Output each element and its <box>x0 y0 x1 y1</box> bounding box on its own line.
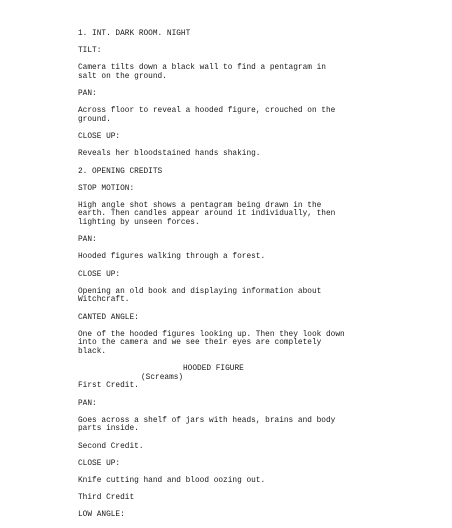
script-line: lighting by unseen forces. <box>78 219 200 228</box>
script-block-action <box>78 202 388 228</box>
script-block-shot <box>78 47 388 56</box>
script-block-action <box>78 107 388 124</box>
script-line: TILT: <box>78 47 102 56</box>
script-line: Reveals her bloodstained hands shaking. <box>78 150 261 159</box>
script-block-speaker <box>78 365 388 374</box>
script-line: black. <box>78 347 107 356</box>
script-line: Goes across a shelf of jars with heads, brains and body <box>78 416 336 425</box>
script-block-shot <box>78 185 388 194</box>
script-line: Opening an old book and displaying information about <box>78 287 322 296</box>
script-line: parts inside. <box>78 425 139 434</box>
script-line: PAN: <box>78 399 97 408</box>
script-block-scene <box>78 168 388 177</box>
script-block-shot <box>78 133 388 142</box>
script-line: PAN: <box>78 236 97 245</box>
script-block-action <box>78 253 388 262</box>
script-block-shot <box>78 236 388 245</box>
script-line: High angle shot shows a pentagram being drawn in the <box>78 201 322 210</box>
script-block-action <box>78 443 388 452</box>
script-block-shot <box>78 460 388 469</box>
script-block-action <box>78 494 388 503</box>
script-line: Knife cutting hand and blood oozing out. <box>78 476 266 485</box>
screenplay-text <box>78 30 388 528</box>
script-line: salt on the ground. <box>78 72 167 81</box>
script-block-shot <box>78 314 388 323</box>
script-block-action <box>78 417 388 434</box>
script-line: Third Credit <box>78 494 135 503</box>
script-line: earth. Then candles appear around it individually, then <box>78 210 336 219</box>
script-line: CLOSE UP: <box>78 270 121 279</box>
script-block-action <box>78 477 388 486</box>
script-line: CLOSE UP: <box>78 459 121 468</box>
script-line: Across floor to reveal a hooded figure, crouched on the <box>78 107 336 116</box>
script-line: CLOSE UP: <box>78 133 121 142</box>
script-line: CANTED ANGLE: <box>78 313 139 322</box>
script-line: PAN: <box>78 90 97 99</box>
script-line: 2. OPENING CREDITS <box>78 167 163 176</box>
script-line: (Screams) <box>141 373 184 382</box>
script-block-shot <box>78 511 388 520</box>
script-line: Hooded figures walking through a forest. <box>78 253 266 262</box>
script-line: First Credit. <box>78 382 139 391</box>
script-block-paren <box>78 374 388 383</box>
script-block-action <box>78 288 388 305</box>
script-block-shot <box>78 90 388 99</box>
script-block-action <box>78 331 388 357</box>
script-block-action <box>78 382 388 391</box>
script-line: One of the hooded figures looking up. Then they look down <box>78 330 345 339</box>
script-line: Witchcraft. <box>78 296 130 305</box>
script-line: STOP MOTION: <box>78 184 135 193</box>
script-line: 1. INT. DARK ROOM. NIGHT <box>78 30 191 38</box>
script-line: Camera tilts down a black wall to find a pentagram in <box>78 64 326 73</box>
script-line: LOW ANGLE: <box>78 511 125 520</box>
script-block-action <box>78 64 388 81</box>
script-block-scene <box>78 30 388 39</box>
script-line: into the camera and we see their eyes are completely <box>78 339 322 348</box>
script-block-shot <box>78 271 388 280</box>
script-block-shot <box>78 400 388 409</box>
script-line: ground. <box>78 115 111 124</box>
script-line: HOODED FIGURE <box>183 365 244 374</box>
script-line: Second Credit. <box>78 442 144 451</box>
script-block-action <box>78 150 388 159</box>
